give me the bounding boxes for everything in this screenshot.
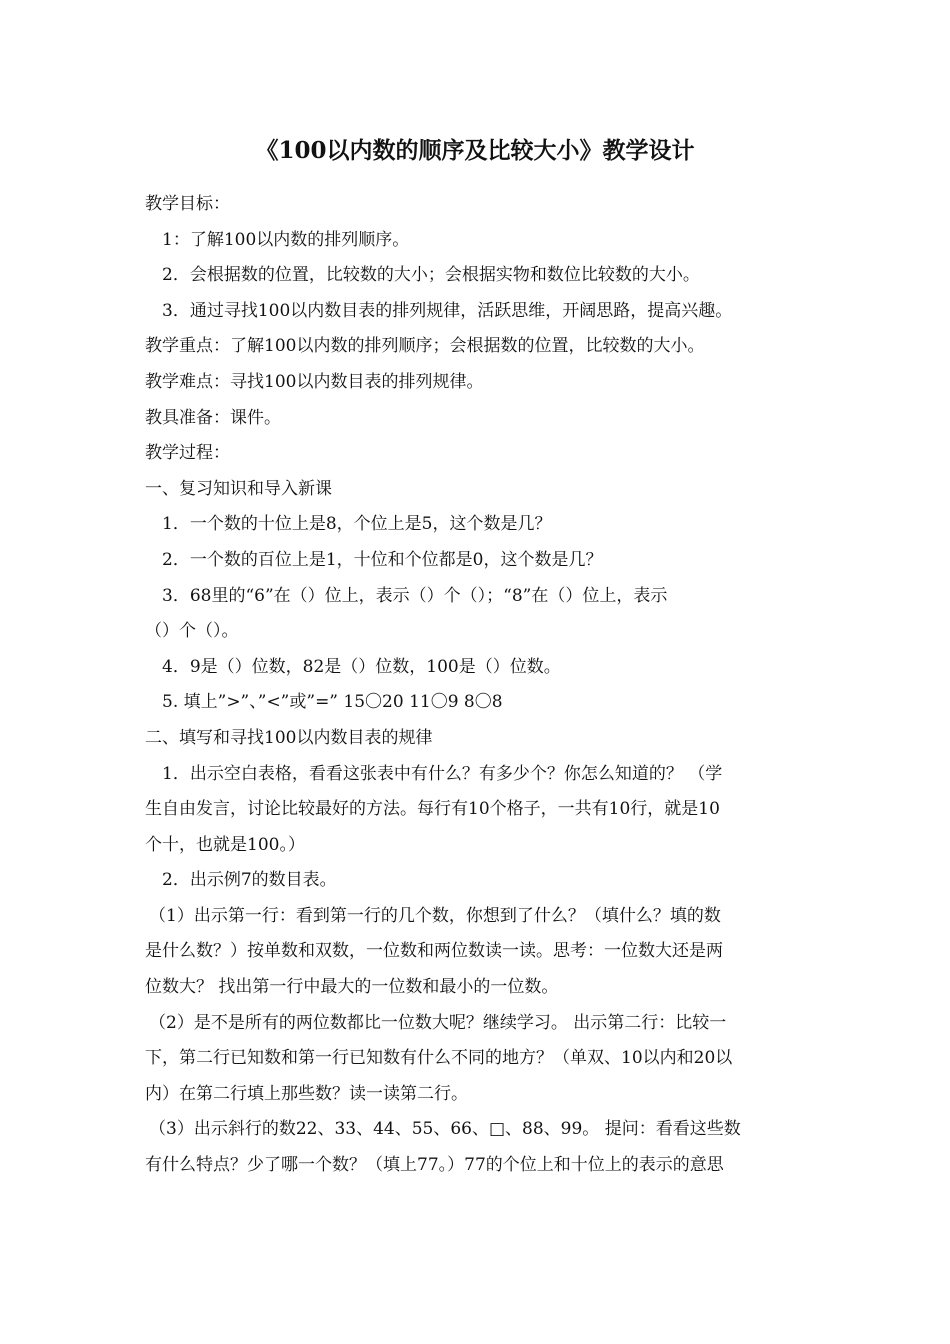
text-line: 4．9是（）位数，82是（）位数，100是（）位数。: [162, 656, 561, 677]
text-line: 内）在第二行填上那些数？读一读第二行。: [145, 1083, 468, 1104]
text-line: 是什么数？）按单数和双数，一位数和两位数读一读。思考：一位数大还是两: [145, 941, 723, 962]
text-line: 一、复习知识和导入新课: [145, 478, 332, 499]
text-line: 下，第二行已知数和第一行已知数有什么不同的地方？（单双、10以内和20以: [145, 1048, 733, 1069]
text-line: 3．通过寻找100以内数目表的排列规律，活跃思维，开阔思路，提高兴趣。: [162, 300, 733, 321]
text-line: （2）是不是所有的两位数都比一位数大呢？继续学习。 出示第二行：比较一: [149, 1012, 727, 1033]
text-line: 教学过程：: [145, 443, 230, 464]
text-line: 3．68里的“6”在（）位上，表示（）个（）；“8”在（）位上，表示: [162, 585, 668, 606]
text-line: （）个（）。: [145, 621, 239, 642]
text-line: 生自由发言，讨论比较最好的方法。每行有10个格子，一共有10行，就是10: [145, 799, 720, 820]
text-line: 2．出示例7的数目表。: [162, 870, 337, 891]
text-line: （1）出示第一行：看到第一行的几个数，你想到了什么？（填什么？填的数: [149, 905, 721, 926]
text-line: 教学目标：: [145, 194, 230, 214]
text-line: 教具准备：课件。: [145, 407, 281, 428]
text-line: 2．会根据数的位置，比较数的大小；会根据实物和数位比较数的大小。: [162, 265, 700, 286]
text-line: 二、填写和寻找100以内数目表的规律: [145, 727, 433, 748]
text-line: 教学重点：了解100以内数的排列顺序；会根据数的位置，比较数的大小。: [145, 336, 705, 357]
text-line: 1：了解100以内数的排列顺序。: [162, 229, 410, 250]
text-line: 教学难点：寻找100以内数目表的排列规律。: [145, 371, 484, 392]
text-line: 位数大？ 找出第一行中最大的一位数和最小的一位数。: [145, 977, 559, 998]
text-line: 有什么特点？少了哪一个数？（填上77。）77的个位上和十位上的表示的意思: [145, 1155, 724, 1176]
text-line: 5. 填上”>”、”<”或”=” 15〇20 11〇9 8〇8: [162, 692, 503, 713]
text-line: 1．出示空白表格，看看这张表中有什么？有多少个？你怎么知道的？ （学: [162, 763, 723, 784]
document-title: 《100以内数的顺序及比较大小》教学设计: [255, 137, 695, 164]
text-line: 2．一个数的百位上是1，十位和个位都是0，这个数是几？: [162, 549, 603, 570]
text-line: （3）出示斜行的数22、33、44、55、66、□、88、99。 提问：看看这些数: [149, 1119, 741, 1140]
text-line: 1．一个数的十位上是8，个位上是5，这个数是几？: [162, 514, 552, 535]
text-line: 个十，也就是100。）: [145, 834, 305, 855]
document-body: [145, 187, 807, 1184]
